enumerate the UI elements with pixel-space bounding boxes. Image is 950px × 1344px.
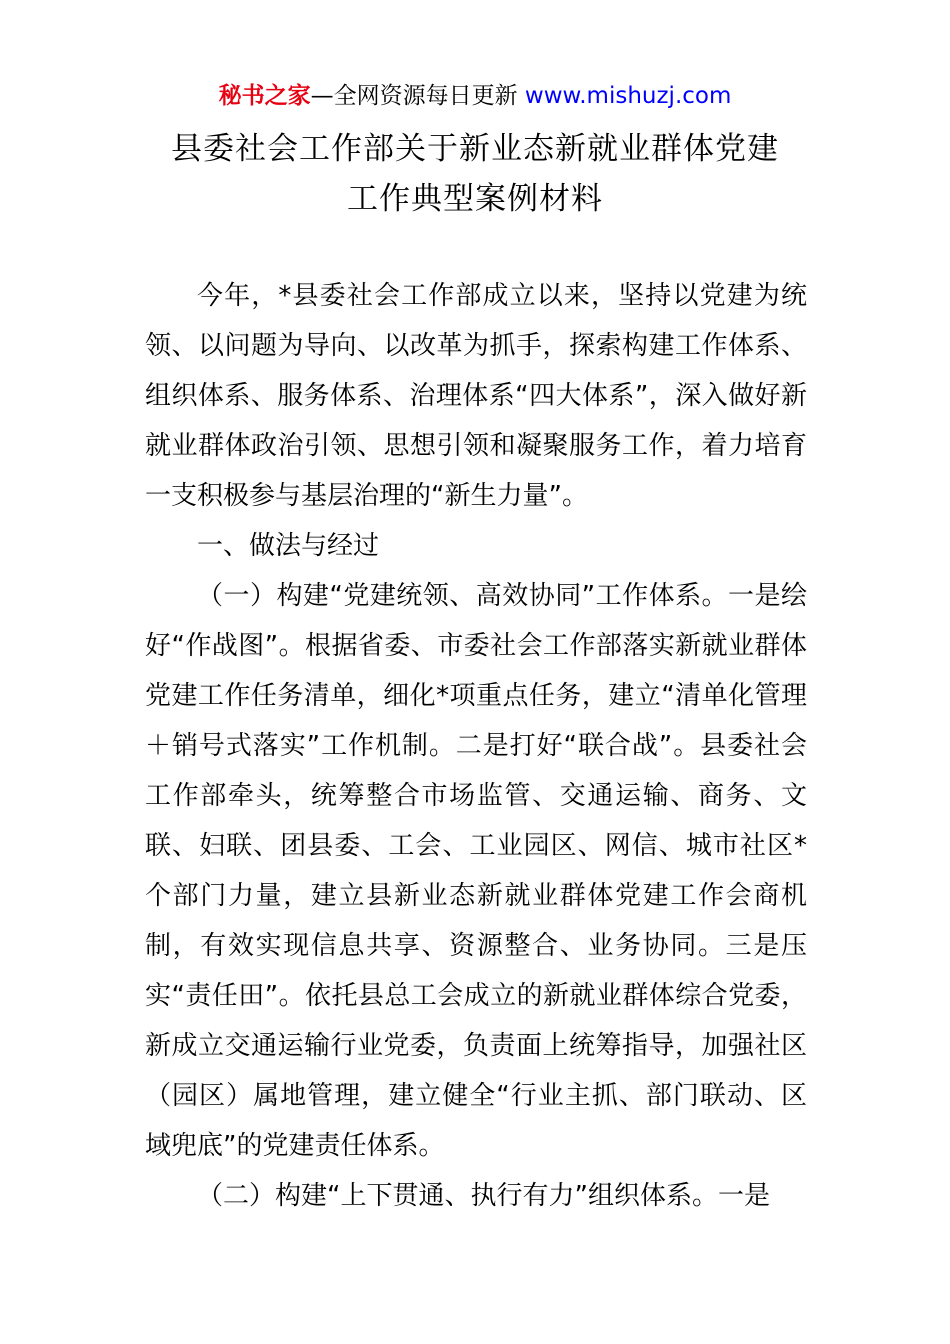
site-tagline: —全网资源每日更新 bbox=[310, 83, 525, 109]
document-title bbox=[0, 124, 950, 224]
body-paragraph-organization-system: （二）构建“上下贯通、执行有力”组织体系。一是 bbox=[197, 1181, 770, 1211]
document-title-line-1: 县委社会工作部关于新业态新就业群体党建 bbox=[171, 131, 779, 167]
site-header bbox=[0, 80, 950, 112]
document-title-line-2: 工作典型案例材料 bbox=[347, 181, 603, 217]
section-heading-practices: 一、做法与经过 bbox=[197, 531, 380, 561]
site-url-link[interactable]: www.mishuzj.com bbox=[524, 83, 732, 109]
site-brand: 秘书之家 bbox=[218, 83, 311, 109]
body-paragraph-intro: 今年，*县委社会工作部成立以来，坚持以党建为统领、以问题为导向、以改革为抓手，探索构建工作体系、组织体系、服务体系、治理体系“四大体系”，深入做好新就业群体政治引领、思想引领和凝聚服务工作，着力培育一支积极参与基层治理的“新生力量”。 bbox=[145, 281, 807, 511]
document-body bbox=[145, 271, 807, 1221]
body-paragraph-work-system: （一）构建“党建统领、高效协同”工作体系。一是绘好“作战图”。根据省委、市委社会工作部落实新就业群体党建工作任务清单，细化*项重点任务，建立“清单化管理＋销号式落实”工作机制。二是打好“联合战”。县委社会工作部牵头，统筹整合市场监管、交通运输、商务、文联、妇联、团县委、工会、工业园区、网信、城市社区*个部门力量，建立县新业态新就业群体党建工作会商机制，有效实现信息共享、资源整合、业务协同。三是压实“责任田”。依托县总工会成立的新就业群体综合党委，新成立交通运输行业党委，负责面上统筹指导，加强社区（园区）属地管理，建立健全“行业主抓、部门联动、区域兜底”的党建责任体系。 bbox=[145, 581, 807, 1161]
